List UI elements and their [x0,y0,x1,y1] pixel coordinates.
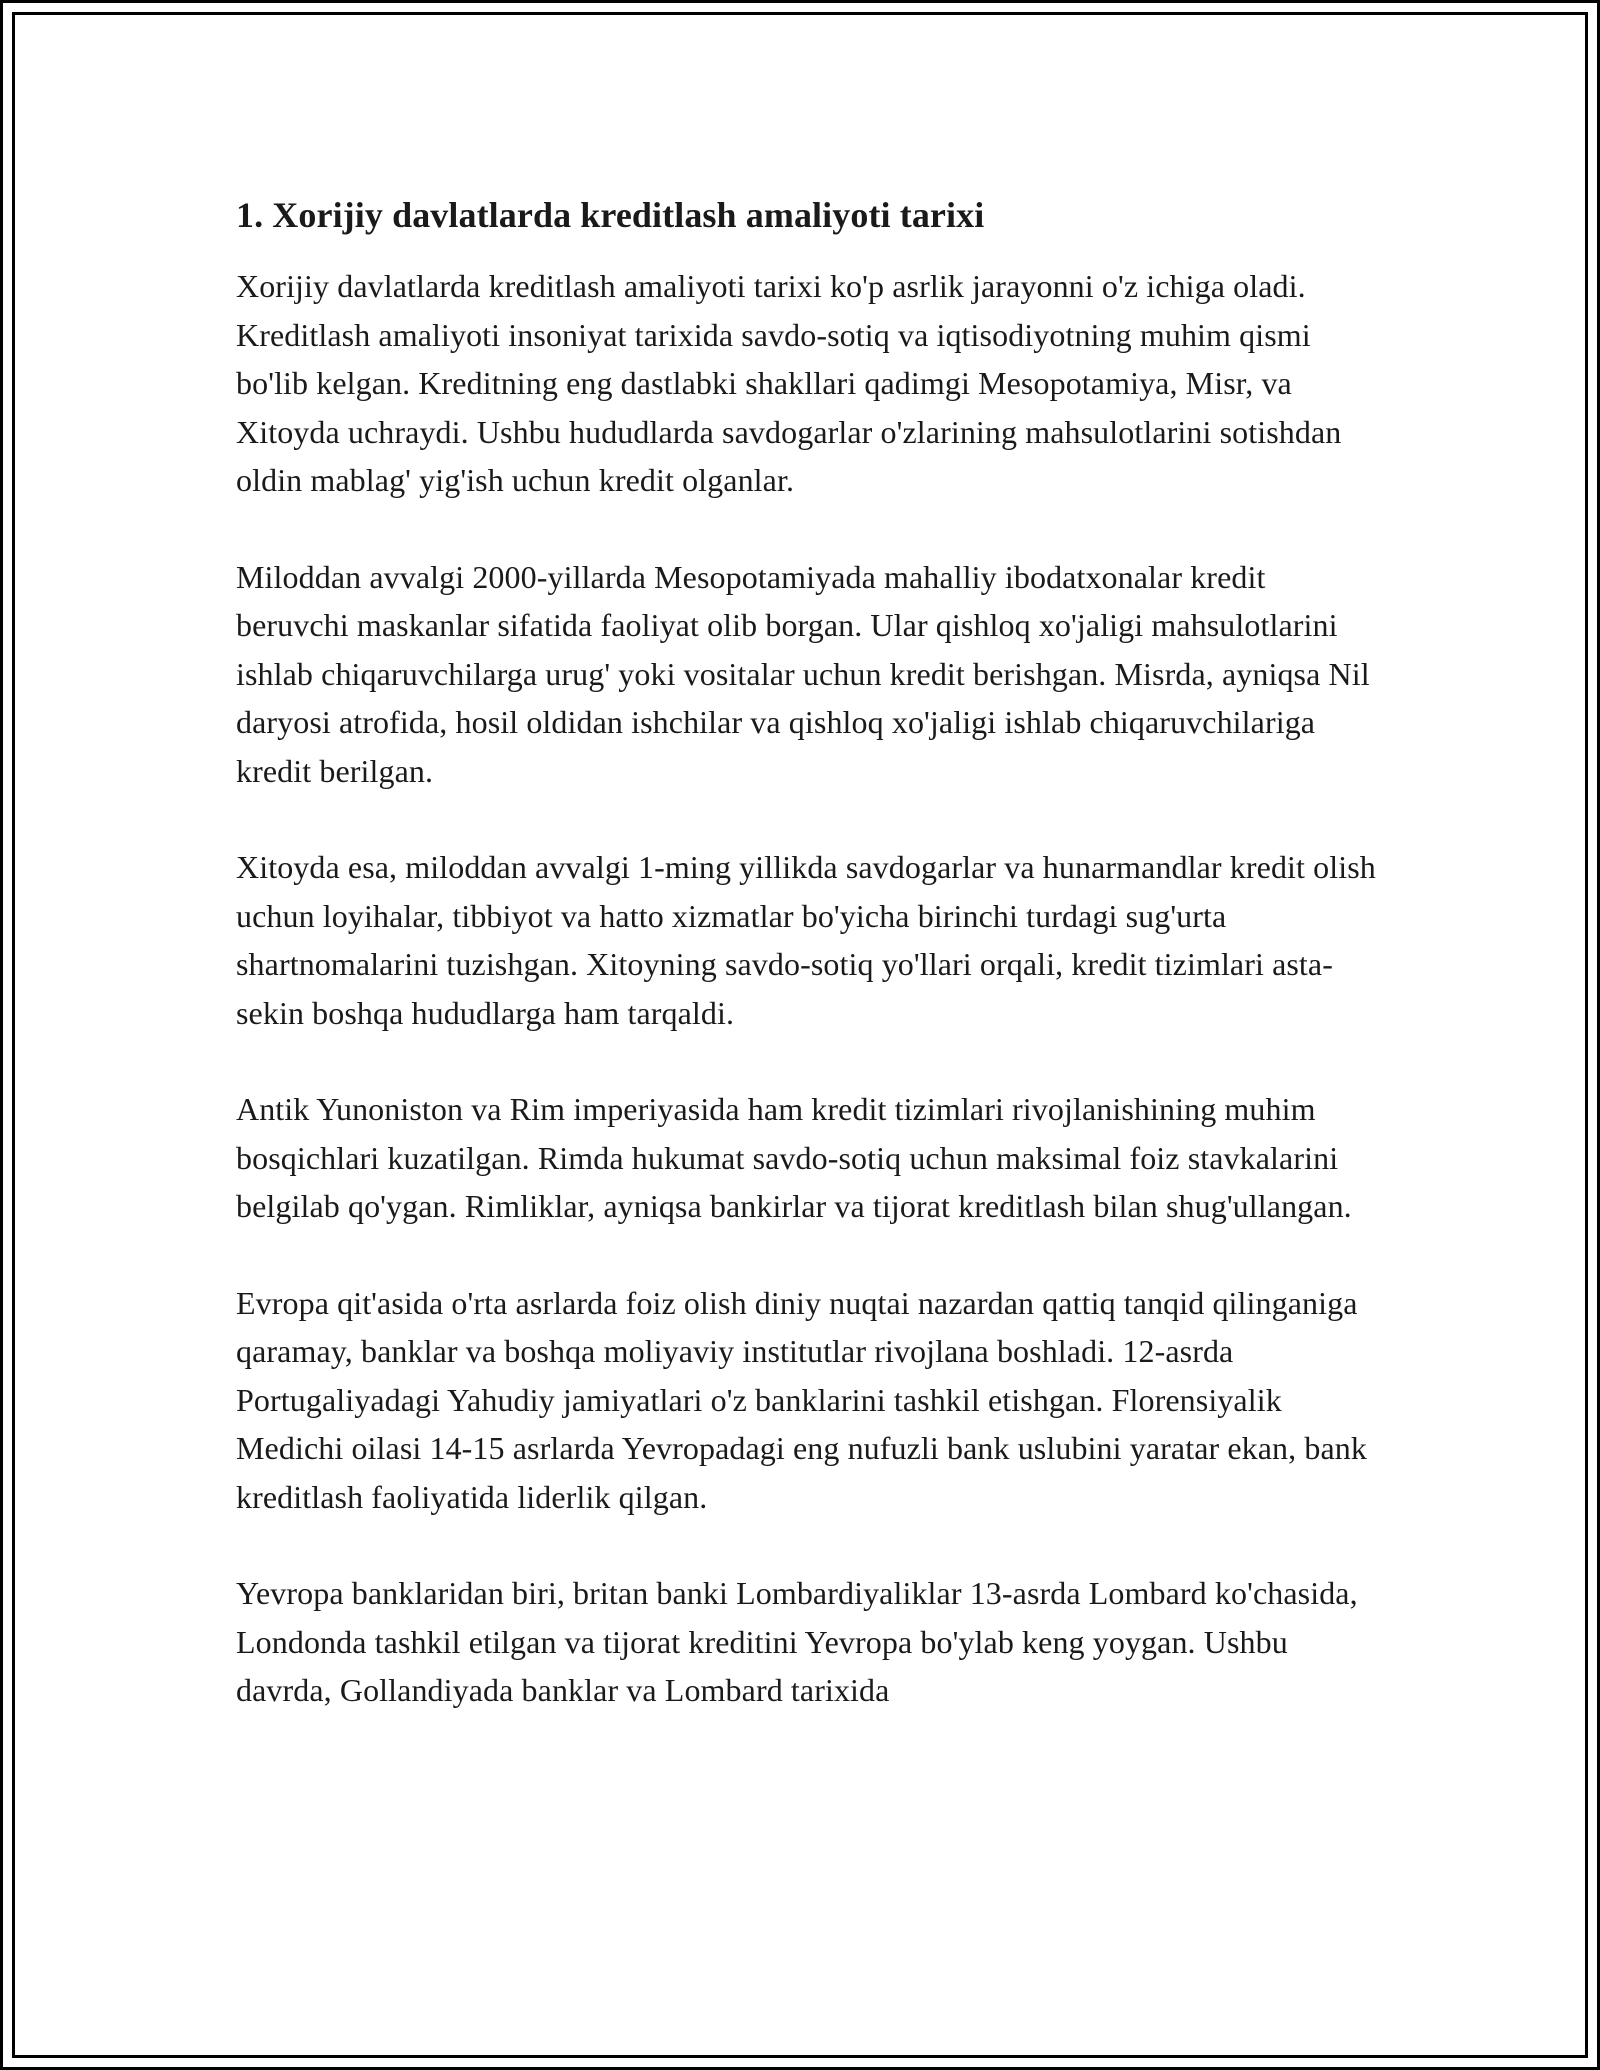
paragraph-1: Xorijiy davlatlarda kreditlash amaliyoti tarixi ko'p asrlik jarayonni o'z ichiga oladi. Kreditlash amaliyoti insoniyat tarixida savdo-sotiq va iqtisodiyotning muhim qismi bo'lib kelgan. Kreditning eng dastlabki shakllari qadimgi Mesopotamiya, Misr, va Xitoyda uchraydi. Ushbu hududlarda savdogarlar o'zlarining mahsulotlarini sotishdan oldin mablag' yig'ish uchun kredit olganlar. [236,268,1342,498]
paragraph-4: Antik Yunoniston va Rim imperiyasida ham kredit tizimlari rivojlanishining muhim bosqichlari kuzatilgan. Rimda hukumat savdo-sotiq uchun maksimal foiz stavkalarini belgilab qo'ygan. Rimliklar, ayniqsa bankirlar va tijorat kreditlash bilan shug'ullangan. [236,1091,1352,1224]
section-heading: 1. Xorijiy davlatlarda kreditlash amaliyoti tarixi [236,195,985,235]
paragraph-3: Xitoyda esa, miloddan avvalgi 1-ming yillikda savdogarlar va hunarmandlar kredit olish uchun loyihalar, tibbiyot va hatto xizmatlar bo'yicha birinchi turdagi sug'urta shartnomalarini tuzishgan. Xitoyning savdo-sotiq yo'llari orqali, kredit tizimlari asta-sekin boshqa hududlarga ham tarqaldi. [236,849,1376,1031]
document-body [236,186,1376,1763]
paragraph-2: Miloddan avvalgi 2000-yillarda Mesopotamiyada mahalliy ibodatxonalar kredit beruvchi maskanlar sifatida faoliyat olib borgan. Ular qishloq xo'jaligi mahsulotlarini ishlab chiqaruvchilarga urug' yoki vositalar uchun kredit berishgan. Misrda, ayniqsa Nil daryosi atrofida, hosil oldidan ishchilar va qishloq xo'jaligi ishlab chiqaruvchilariga kredit berilgan. [236,558,1370,789]
paragraph-5: Evropa qit'asida o'rta asrlarda foiz olish diniy nuqtai nazardan qattiq tanqid qilinganiga qaramay, banklar va boshqa moliyaviy institutlar rivojlana boshladi. 12-asrda Portugaliyadagi Yahudiy jamiyatlari o'z banklarini tashkil etishgan. Florensiyalik Medichi oilasi 14-15 asrlarda Yevropadagi eng nufuzli bank uslubini yaratar ekan, bank kreditlash faoliyatida liderlik qilgan. [236,1284,1367,1515]
paragraph-6: Yevropa banklaridan biri, britan banki Lombardiyaliklar 13-asrda Lombard ko'chasida, Londonda tashkil etilgan va tijorat kreditini Yevropa bo'ylab keng yoygan. Ushbu davrda, Gollandiyada banklar va Lombard tarixida [236,1575,1358,1708]
